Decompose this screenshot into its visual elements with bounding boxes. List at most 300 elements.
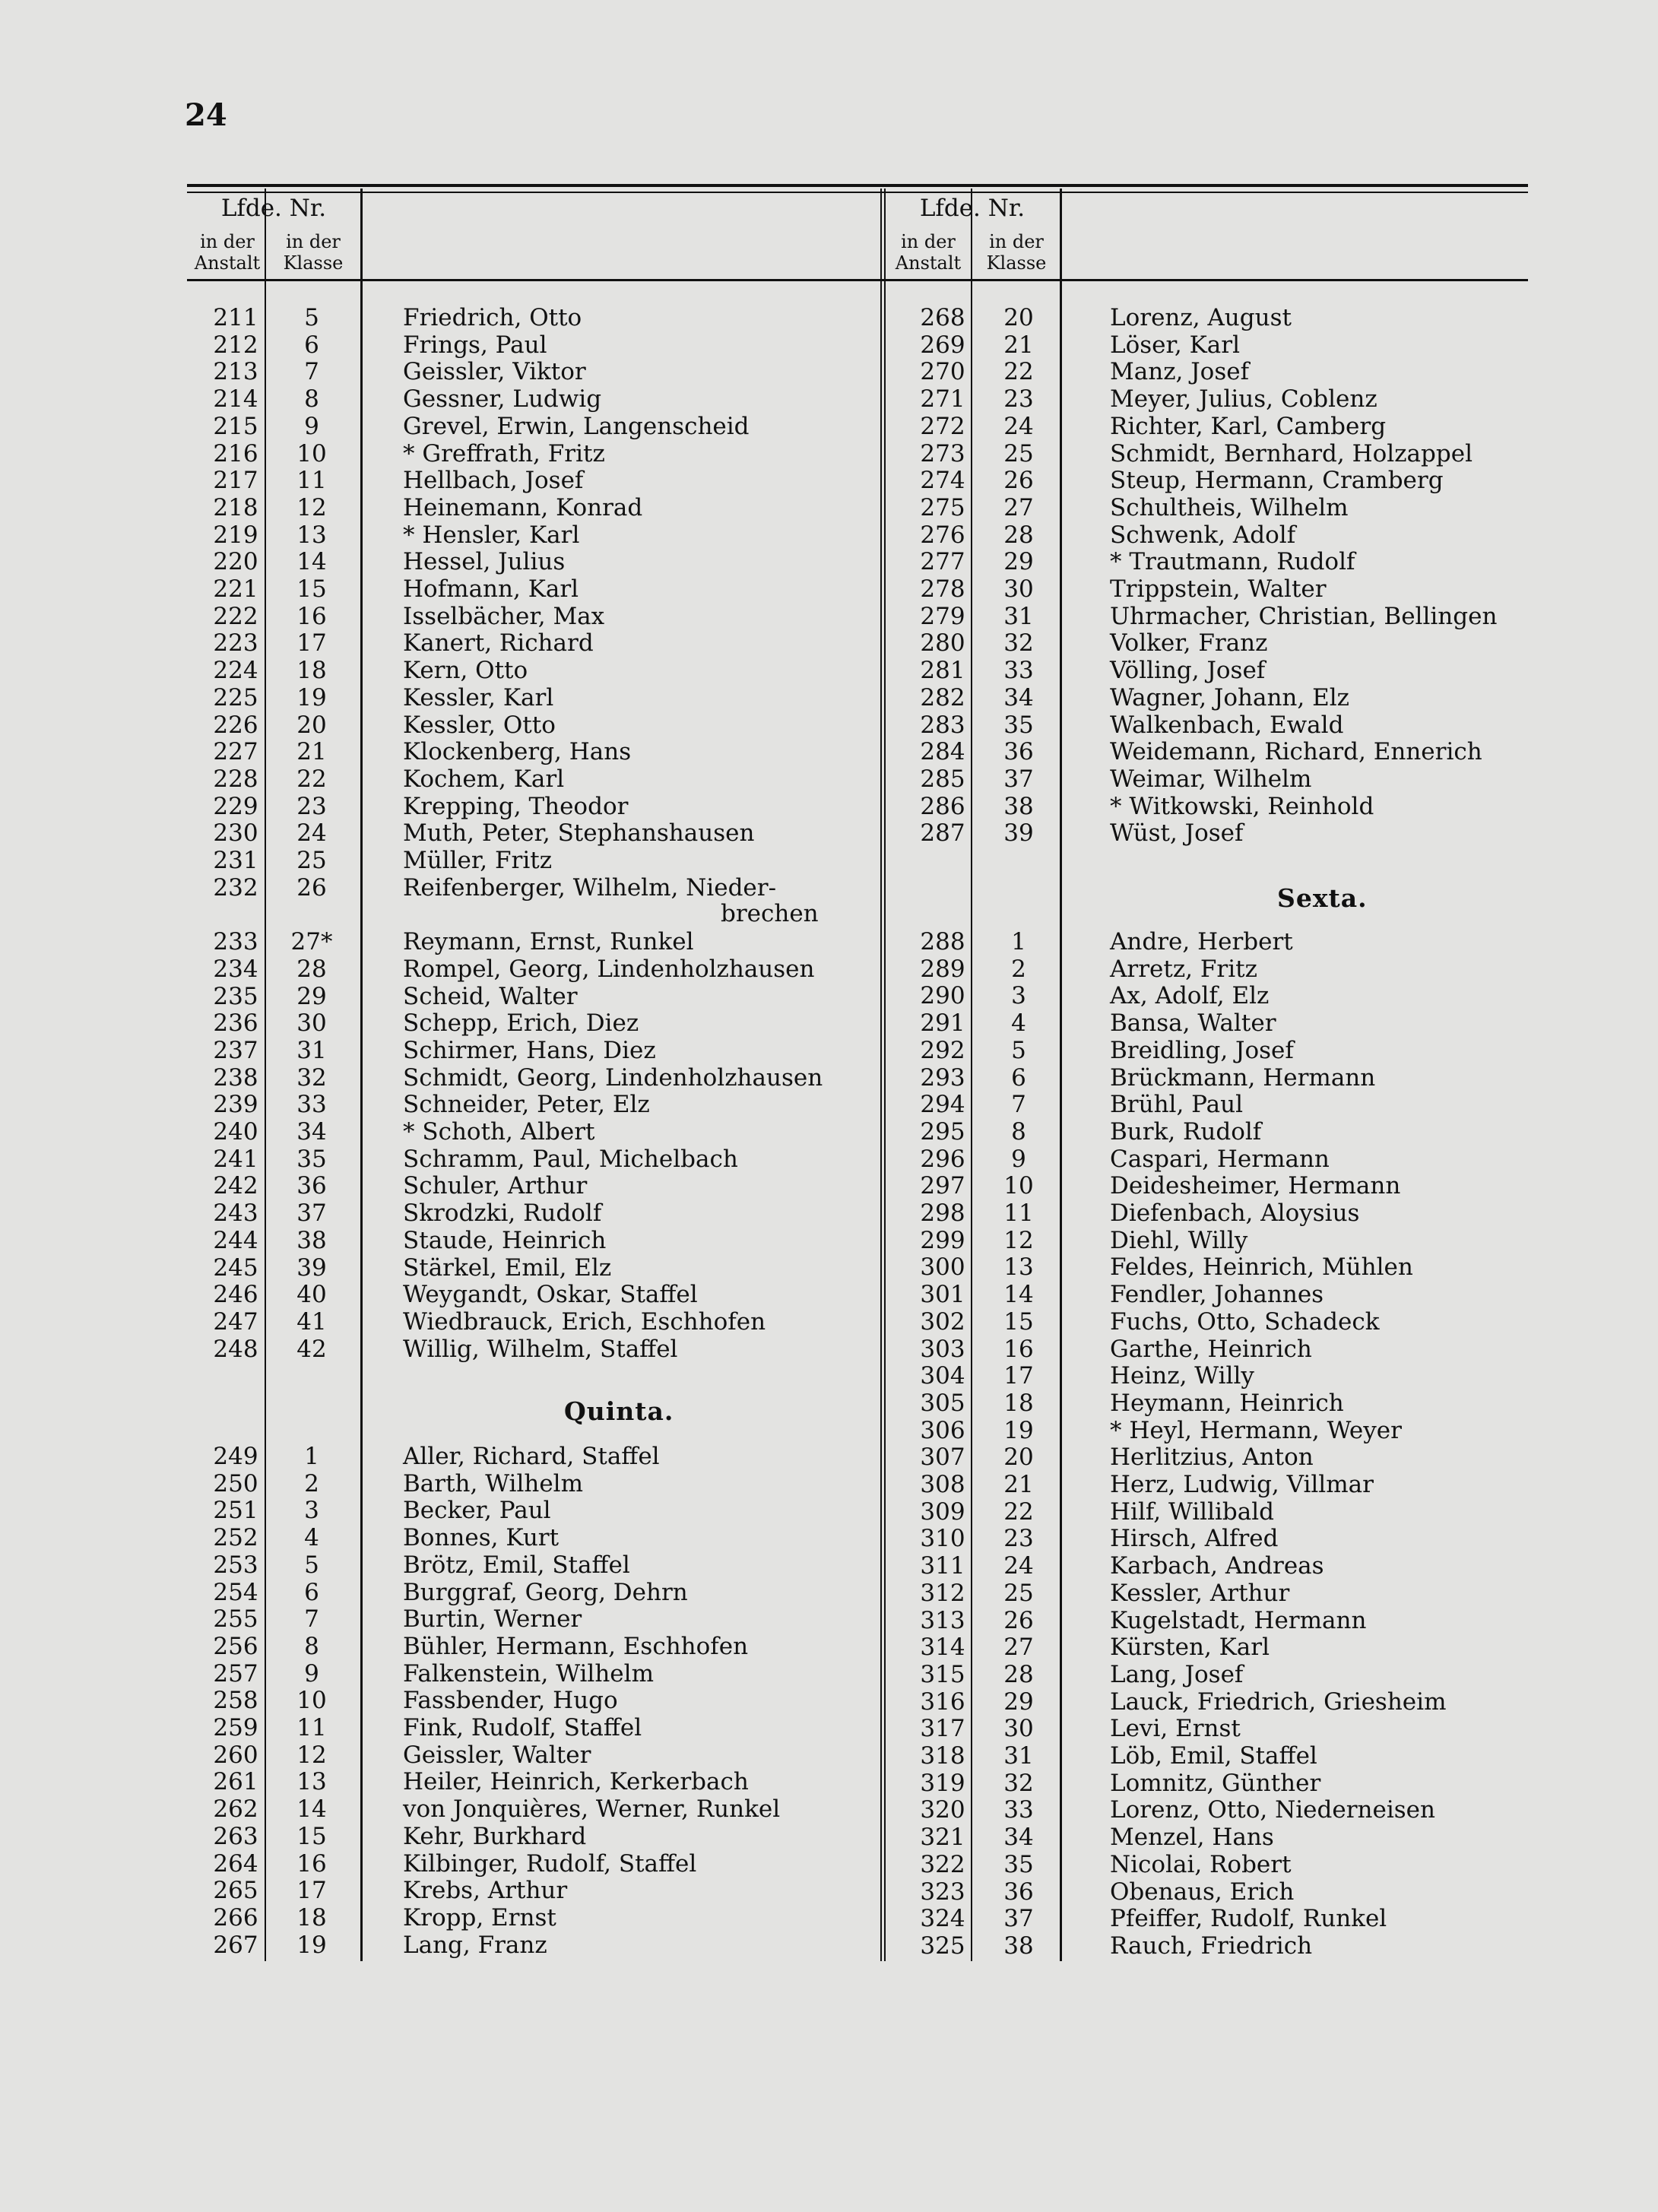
anstalt-number: 323 xyxy=(920,1878,965,1906)
anstalt-number: 217 xyxy=(213,467,258,495)
student-name: Weimar, Wilhelm xyxy=(1110,765,1312,793)
anstalt-number: 212 xyxy=(213,331,258,359)
anstalt-number: 281 xyxy=(920,657,965,685)
anstalt-number: 275 xyxy=(920,493,965,521)
anstalt-number: 237 xyxy=(213,1036,258,1064)
anstalt-number: 254 xyxy=(213,1578,258,1606)
anstalt-number: 220 xyxy=(213,548,258,576)
anstalt-number: 314 xyxy=(920,1634,965,1662)
anstalt-number: 294 xyxy=(920,1091,965,1119)
klasse-number: 6 xyxy=(304,331,319,359)
anstalt-number: 252 xyxy=(213,1524,258,1552)
student-name: Schwenk, Adolf xyxy=(1110,521,1296,549)
anstalt-number: 228 xyxy=(213,765,258,793)
klasse-number: 30 xyxy=(1003,1715,1034,1743)
student-name: Wüst, Josef xyxy=(1110,819,1244,848)
klasse-number: 13 xyxy=(1003,1253,1034,1282)
column-divider xyxy=(360,189,363,1961)
klasse-number: 28 xyxy=(1003,1660,1034,1688)
anstalt-number: 315 xyxy=(920,1660,965,1688)
klasse-number: 21 xyxy=(1003,1471,1034,1498)
student-name: Richter, Karl, Camberg xyxy=(1110,412,1387,440)
anstalt-number: 216 xyxy=(213,439,258,467)
klasse-number: 22 xyxy=(296,765,327,793)
anstalt-number: 218 xyxy=(213,493,258,521)
student-name: Willig, Wilhelm, Staffel xyxy=(403,1335,678,1363)
anstalt-number: 324 xyxy=(920,1905,965,1933)
student-name: Meyer, Julius, Coblenz xyxy=(1110,385,1377,414)
klasse-number: 33 xyxy=(296,1091,327,1119)
page-number: 24 xyxy=(185,97,227,133)
klasse-number: 13 xyxy=(296,521,327,549)
klasse-number: 42 xyxy=(296,1335,327,1363)
student-name: Rauch, Friedrich xyxy=(1110,1932,1313,1960)
column-divider xyxy=(880,189,882,1961)
anstalt-number: 241 xyxy=(213,1145,258,1173)
student-name: Brückmann, Hermann xyxy=(1110,1063,1376,1092)
student-name: Schneider, Peter, Elz xyxy=(403,1091,650,1119)
klasse-number: 3 xyxy=(1011,982,1026,1010)
klasse-number: 19 xyxy=(296,1931,327,1959)
anstalt-number: 271 xyxy=(920,385,965,414)
student-name: Lang, Josef xyxy=(1110,1660,1244,1688)
klasse-number: 37 xyxy=(1003,765,1034,793)
klasse-number: 38 xyxy=(1003,792,1034,820)
klasse-number: 41 xyxy=(296,1307,327,1336)
klasse-number: 6 xyxy=(304,1578,319,1606)
student-name: Schuler, Arthur xyxy=(403,1172,588,1200)
student-name: Caspari, Hermann xyxy=(1110,1145,1330,1173)
student-name: Isselbächer, Max xyxy=(403,602,605,630)
klasse-number: 5 xyxy=(304,1551,319,1579)
student-name: Lorenz, August xyxy=(1110,304,1292,331)
klasse-number: 30 xyxy=(296,1009,327,1038)
klasse-number: 14 xyxy=(296,548,327,576)
student-name: Aller, Richard, Staffel xyxy=(403,1443,660,1470)
anstalt-number: 291 xyxy=(920,1009,965,1038)
anstalt-number: 229 xyxy=(213,792,258,820)
student-name: Schramm, Paul, Michelbach xyxy=(403,1145,738,1173)
anstalt-number: 246 xyxy=(213,1281,258,1309)
klasse-number: 9 xyxy=(1011,1145,1026,1173)
klasse-number: 27 xyxy=(1003,1634,1034,1662)
student-name: Brühl, Paul xyxy=(1110,1091,1243,1119)
klasse-number: 7 xyxy=(304,1605,319,1634)
student-name: Burtin, Werner xyxy=(403,1605,582,1634)
klasse-number: 39 xyxy=(1003,819,1034,848)
student-name: Gessner, Ludwig xyxy=(403,385,602,414)
table-top-rule xyxy=(187,184,1528,187)
student-name: Schmidt, Bernhard, Holzappel xyxy=(1110,439,1473,467)
student-name: Schirmer, Hans, Diez xyxy=(403,1036,656,1064)
student-name: Kugelstadt, Hermann xyxy=(1110,1606,1367,1634)
anstalt-number: 247 xyxy=(213,1307,258,1336)
anstalt-number: 224 xyxy=(213,657,258,685)
klasse-number: 24 xyxy=(296,819,327,848)
klasse-number: 7 xyxy=(304,358,319,386)
student-name: Friedrich, Otto xyxy=(403,304,582,331)
anstalt-number: 306 xyxy=(920,1416,965,1444)
anstalt-number: 253 xyxy=(213,1551,258,1579)
klasse-number: 12 xyxy=(296,493,327,521)
anstalt-number: 244 xyxy=(213,1226,258,1254)
anstalt-number: 288 xyxy=(920,928,965,955)
anstalt-number: 260 xyxy=(213,1741,258,1769)
klasse-number: 22 xyxy=(1003,358,1034,386)
student-name: Falkenstein, Wilhelm xyxy=(403,1659,654,1688)
klasse-number: 38 xyxy=(1003,1932,1034,1960)
student-name: Trippstein, Walter xyxy=(1110,575,1327,603)
anstalt-number: 245 xyxy=(213,1253,258,1282)
klasse-number: 9 xyxy=(304,412,319,440)
klasse-number: 10 xyxy=(296,1687,327,1715)
klasse-number: 4 xyxy=(304,1524,319,1552)
klasse-number: 33 xyxy=(1003,657,1034,685)
klasse-number: 6 xyxy=(1011,1063,1026,1092)
anstalt-number: 297 xyxy=(920,1172,965,1200)
anstalt-number: 235 xyxy=(213,982,258,1010)
anstalt-number: 222 xyxy=(213,602,258,630)
klasse-number: 19 xyxy=(1003,1416,1034,1444)
klasse-number: 10 xyxy=(296,439,327,467)
klasse-number: 26 xyxy=(296,873,327,902)
anstalt-number: 223 xyxy=(213,629,258,658)
klasse-number: 18 xyxy=(1003,1389,1034,1417)
klasse-number: 22 xyxy=(1003,1497,1034,1526)
student-name: Hirsch, Alfred xyxy=(1110,1525,1279,1553)
klasse-number: 16 xyxy=(1003,1335,1034,1363)
klasse-number: 33 xyxy=(1003,1796,1034,1824)
klasse-number: 9 xyxy=(304,1659,319,1688)
student-name: Becker, Paul xyxy=(403,1497,551,1525)
anstalt-number: 240 xyxy=(213,1118,258,1146)
section-heading-sexta: Sexta. xyxy=(1277,883,1368,913)
student-name: von Jonquières, Werner, Runkel xyxy=(403,1795,781,1824)
anstalt-number: 267 xyxy=(213,1931,258,1959)
klasse-number: 5 xyxy=(304,304,319,331)
student-name: Feldes, Heinrich, Mühlen xyxy=(1110,1253,1413,1282)
anstalt-number: 263 xyxy=(213,1822,258,1850)
student-name: Schultheis, Wilhelm xyxy=(1110,493,1349,521)
student-name: Lauck, Friedrich, Griesheim xyxy=(1110,1688,1447,1716)
anstalt-number: 230 xyxy=(213,819,258,848)
klasse-number: 13 xyxy=(296,1768,327,1796)
anstalt-number: 292 xyxy=(920,1036,965,1064)
student-name: Wiedbrauck, Erich, Eschhofen xyxy=(403,1307,766,1336)
klasse-number: 25 xyxy=(296,847,327,874)
anstalt-number: 243 xyxy=(213,1199,258,1228)
header-lfde-nr-left: Lfde. Nr. xyxy=(220,195,327,222)
klasse-number: 37 xyxy=(1003,1905,1034,1933)
student-name: Kilbinger, Rudolf, Staffel xyxy=(403,1849,697,1878)
anstalt-number: 219 xyxy=(213,521,258,549)
header-klasse-left: in der Klasse xyxy=(283,231,344,274)
anstalt-number: 225 xyxy=(213,683,258,711)
anstalt-number: 313 xyxy=(920,1606,965,1634)
klasse-number: 17 xyxy=(296,629,327,658)
klasse-number: 26 xyxy=(1003,467,1034,495)
student-name: Deidesheimer, Hermann xyxy=(1110,1172,1401,1200)
anstalt-number: 262 xyxy=(213,1795,258,1824)
column-divider xyxy=(884,189,886,1961)
header-lfde-nr-right: Lfde. Nr. xyxy=(919,195,1026,222)
anstalt-number: 307 xyxy=(920,1444,965,1472)
student-name: Heiler, Heinrich, Kerkerbach xyxy=(403,1768,749,1796)
anstalt-number: 301 xyxy=(920,1281,965,1309)
student-name: Heinz, Willy xyxy=(1110,1362,1254,1390)
klasse-number: 30 xyxy=(1003,575,1034,603)
student-name: Frings, Paul xyxy=(403,331,547,359)
anstalt-number: 321 xyxy=(920,1824,965,1852)
anstalt-number: 221 xyxy=(213,575,258,603)
student-name: Garthe, Heinrich xyxy=(1110,1335,1312,1363)
anstalt-number: 316 xyxy=(920,1688,965,1716)
klasse-number: 16 xyxy=(296,602,327,630)
anstalt-number: 304 xyxy=(920,1362,965,1390)
klasse-number: 8 xyxy=(304,1632,319,1660)
klasse-number: 20 xyxy=(296,711,327,739)
klasse-number: 32 xyxy=(1003,1769,1034,1797)
student-name: Kropp, Ernst xyxy=(403,1903,556,1932)
anstalt-number: 310 xyxy=(920,1525,965,1553)
student-name: Kanert, Richard xyxy=(403,629,594,658)
anstalt-number: 280 xyxy=(920,629,965,658)
klasse-number: 28 xyxy=(296,955,327,983)
student-name: Staude, Heinrich xyxy=(403,1226,607,1254)
student-name: * Hensler, Karl xyxy=(403,521,580,549)
klasse-number: 31 xyxy=(1003,602,1034,630)
student-name: Fink, Rudolf, Staffel xyxy=(403,1714,642,1741)
student-name: Skrodzki, Rudolf xyxy=(403,1199,602,1228)
klasse-number: 23 xyxy=(296,792,327,820)
klasse-number: 3 xyxy=(304,1497,319,1525)
header-anstalt-left: in der Anstalt xyxy=(194,231,261,274)
anstalt-number: 265 xyxy=(213,1877,258,1905)
anstalt-number: 211 xyxy=(213,304,258,331)
klasse-number: 11 xyxy=(296,467,327,495)
student-name: Krepping, Theodor xyxy=(403,792,629,820)
student-name: Lomnitz, Günther xyxy=(1110,1769,1321,1797)
student-name: Reifenberger, Wilhelm, Nieder- xyxy=(403,873,777,902)
anstalt-number: 289 xyxy=(920,955,965,983)
klasse-number: 16 xyxy=(296,1849,327,1878)
klasse-number: 11 xyxy=(1003,1199,1034,1227)
student-name: Scheid, Walter xyxy=(403,982,578,1010)
anstalt-number: 300 xyxy=(920,1253,965,1282)
student-name: Manz, Josef xyxy=(1110,358,1250,386)
student-name: Schepp, Erich, Diez xyxy=(403,1009,639,1038)
anstalt-number: 308 xyxy=(920,1471,965,1498)
student-name: Bansa, Walter xyxy=(1110,1009,1276,1038)
student-name: Fendler, Johannes xyxy=(1110,1281,1324,1309)
student-name: Breidling, Josef xyxy=(1110,1036,1294,1064)
student-name: Ax, Adolf, Elz xyxy=(1110,982,1270,1010)
header-klasse-right: in der Klasse xyxy=(986,231,1047,274)
klasse-number: 31 xyxy=(1003,1742,1034,1770)
klasse-number: 29 xyxy=(1003,1688,1034,1716)
anstalt-number: 312 xyxy=(920,1579,965,1607)
student-name: Pfeiffer, Rudolf, Runkel xyxy=(1110,1905,1387,1933)
klasse-number: 20 xyxy=(1003,304,1034,331)
anstalt-number: 305 xyxy=(920,1389,965,1417)
section-heading-quinta: Quinta. xyxy=(564,1396,674,1426)
klasse-number: 27* xyxy=(290,928,333,956)
klasse-number: 15 xyxy=(296,575,327,603)
anstalt-number: 278 xyxy=(920,575,965,603)
klasse-number: 35 xyxy=(1003,1850,1034,1878)
anstalt-number: 317 xyxy=(920,1715,965,1743)
anstalt-number: 264 xyxy=(213,1849,258,1878)
klasse-number: 35 xyxy=(296,1145,327,1173)
anstalt-number: 242 xyxy=(213,1172,258,1200)
anstalt-number: 227 xyxy=(213,738,258,766)
student-name: Klockenberg, Hans xyxy=(403,738,632,766)
anstalt-number: 318 xyxy=(920,1742,965,1770)
anstalt-number: 256 xyxy=(213,1632,258,1660)
anstalt-number: 293 xyxy=(920,1063,965,1092)
student-name: Obenaus, Erich xyxy=(1110,1878,1295,1906)
klasse-number: 8 xyxy=(1011,1117,1026,1146)
student-name: Karbach, Andreas xyxy=(1110,1552,1324,1580)
student-name: Geissler, Walter xyxy=(403,1741,591,1769)
anstalt-number: 319 xyxy=(920,1769,965,1797)
student-name: Reymann, Ernst, Runkel xyxy=(403,928,694,956)
name-continuation: brechen xyxy=(721,900,819,927)
anstalt-number: 268 xyxy=(920,304,965,331)
anstalt-number: 250 xyxy=(213,1469,258,1497)
klasse-number: 20 xyxy=(1003,1444,1034,1472)
student-name: Hessel, Julius xyxy=(403,548,566,576)
anstalt-number: 234 xyxy=(213,955,258,983)
student-name: * Witkowski, Reinhold xyxy=(1110,792,1374,820)
klasse-number: 21 xyxy=(296,738,327,766)
anstalt-number: 255 xyxy=(213,1605,258,1634)
klasse-number: 4 xyxy=(1011,1009,1026,1038)
student-name: * Greffrath, Fritz xyxy=(403,439,605,467)
klasse-number: 31 xyxy=(296,1036,327,1064)
klasse-number: 12 xyxy=(1003,1226,1034,1254)
anstalt-number: 286 xyxy=(920,792,965,820)
student-name: * Schoth, Albert xyxy=(403,1118,595,1146)
student-name: Wagner, Johann, Elz xyxy=(1110,683,1349,711)
student-name: Fuchs, Otto, Schadeck xyxy=(1110,1307,1380,1336)
anstalt-number: 274 xyxy=(920,467,965,495)
student-name: Kochem, Karl xyxy=(403,765,565,793)
klasse-number: 11 xyxy=(296,1714,327,1741)
klasse-number: 14 xyxy=(1003,1281,1034,1309)
klasse-number: 15 xyxy=(296,1822,327,1850)
anstalt-number: 302 xyxy=(920,1307,965,1336)
anstalt-number: 303 xyxy=(920,1335,965,1363)
anstalt-number: 322 xyxy=(920,1850,965,1878)
anstalt-number: 298 xyxy=(920,1199,965,1227)
klasse-number: 18 xyxy=(296,657,327,685)
klasse-number: 10 xyxy=(1003,1172,1034,1200)
student-name: Hellbach, Josef xyxy=(403,467,584,495)
student-name: Fassbender, Hugo xyxy=(403,1687,618,1715)
student-name: Bonnes, Kurt xyxy=(403,1524,560,1552)
student-name: Arretz, Fritz xyxy=(1110,955,1257,983)
klasse-number: 23 xyxy=(1003,1525,1034,1553)
student-name: Muth, Peter, Stephanshausen xyxy=(403,819,755,848)
student-name: Barth, Wilhelm xyxy=(403,1469,583,1497)
anstalt-number: 249 xyxy=(213,1443,258,1470)
student-name: Heymann, Heinrich xyxy=(1110,1389,1344,1417)
student-name: Löb, Emil, Staffel xyxy=(1110,1742,1317,1770)
klasse-number: 23 xyxy=(1003,385,1034,414)
klasse-number: 36 xyxy=(1003,1878,1034,1906)
anstalt-number: 251 xyxy=(213,1497,258,1525)
anstalt-number: 213 xyxy=(213,358,258,386)
anstalt-number: 309 xyxy=(920,1497,965,1526)
student-name: Kern, Otto xyxy=(403,657,528,685)
anstalt-number: 232 xyxy=(213,873,258,902)
anstalt-number: 282 xyxy=(920,683,965,711)
klasse-number: 28 xyxy=(1003,521,1034,549)
anstalt-number: 258 xyxy=(213,1687,258,1715)
student-name: Geissler, Viktor xyxy=(403,358,586,386)
student-name: Rompel, Georg, Lindenholzhausen xyxy=(403,955,815,983)
anstalt-number: 270 xyxy=(920,358,965,386)
student-name: Kessler, Otto xyxy=(403,711,556,739)
klasse-number: 32 xyxy=(296,1063,327,1092)
klasse-number: 2 xyxy=(304,1469,319,1497)
student-name: Kessler, Karl xyxy=(403,683,554,711)
klasse-number: 40 xyxy=(296,1281,327,1309)
anstalt-number: 257 xyxy=(213,1659,258,1688)
klasse-number: 34 xyxy=(1003,683,1034,711)
column-divider xyxy=(1060,189,1062,1961)
student-name: Burk, Rudolf xyxy=(1110,1117,1262,1146)
klasse-number: 21 xyxy=(1003,331,1034,359)
anstalt-number: 259 xyxy=(213,1714,258,1741)
student-name: Herz, Ludwig, Villmar xyxy=(1110,1471,1374,1498)
student-name: Herlitzius, Anton xyxy=(1110,1444,1314,1472)
anstalt-number: 284 xyxy=(920,738,965,766)
student-name: Hofmann, Karl xyxy=(403,575,579,603)
student-name: Uhrmacher, Christian, Bellingen xyxy=(1110,602,1498,630)
student-name: Levi, Ernst xyxy=(1110,1715,1241,1743)
student-name: Hilf, Willibald xyxy=(1110,1497,1275,1526)
klasse-number: 36 xyxy=(296,1172,327,1200)
klasse-number: 2 xyxy=(1011,955,1026,983)
student-name: Grevel, Erwin, Langenscheid xyxy=(403,412,750,440)
klasse-number: 34 xyxy=(1003,1824,1034,1852)
student-name: Steup, Hermann, Cramberg xyxy=(1110,467,1444,495)
klasse-number: 18 xyxy=(296,1903,327,1932)
anstalt-number: 236 xyxy=(213,1009,258,1038)
anstalt-number: 215 xyxy=(213,412,258,440)
student-name: Andre, Herbert xyxy=(1110,928,1293,955)
klasse-number: 34 xyxy=(296,1118,327,1146)
anstalt-number: 248 xyxy=(213,1335,258,1363)
student-name: Menzel, Hans xyxy=(1110,1824,1274,1852)
student-name: Müller, Fritz xyxy=(403,847,553,874)
student-name: Lorenz, Otto, Niederneisen xyxy=(1110,1796,1435,1824)
klasse-number: 29 xyxy=(296,982,327,1010)
anstalt-number: 269 xyxy=(920,331,965,359)
anstalt-number: 296 xyxy=(920,1145,965,1173)
student-name: Lang, Franz xyxy=(403,1931,547,1959)
anstalt-number: 226 xyxy=(213,711,258,739)
anstalt-number: 233 xyxy=(213,928,258,956)
klasse-number: 27 xyxy=(1003,493,1034,521)
student-name: Weidemann, Richard, Ennerich xyxy=(1110,738,1482,766)
klasse-number: 39 xyxy=(296,1253,327,1282)
student-name: Weygandt, Oskar, Staffel xyxy=(403,1281,698,1309)
anstalt-number: 238 xyxy=(213,1063,258,1092)
klasse-number: 5 xyxy=(1011,1036,1026,1064)
